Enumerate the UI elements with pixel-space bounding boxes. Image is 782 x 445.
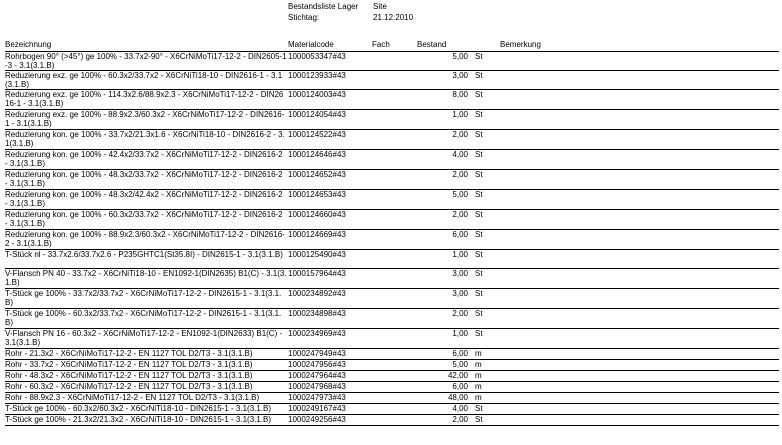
row-description: Rohrbogen 90° (>45°) ge 100% - 33.7x2-90° - X6CrNiMoTi17-12-2 - DIN2605-1-3 - 3.1(3.1.B) bbox=[5, 52, 287, 70]
row-materialcode: 1000124646#43 bbox=[288, 150, 346, 159]
row-description: Reduzierung exz. ge 100% - 60.3x2/33.7x2 - X6CrNiTi18-10 - DIN2616-1 - 3.1(3.1.B) bbox=[5, 71, 283, 89]
row-unit: St bbox=[475, 170, 483, 179]
row-unit: St bbox=[475, 210, 483, 219]
row-description: Reduzierung kon. ge 100% - 33.7x2/21.3x1.6 - X6CrNiTi18-10 - DIN2616-2 - 3.1(3.1.B) bbox=[5, 130, 285, 148]
column-header-materialcode: Materialcode bbox=[288, 40, 334, 49]
row-bestand: 5,00 bbox=[452, 52, 468, 61]
report-title-label: Bestandsliste Lager bbox=[288, 2, 359, 11]
row-unit: St bbox=[475, 289, 483, 298]
table-row bbox=[5, 230, 779, 250]
row-bestand: 6,00 bbox=[452, 230, 468, 239]
row-materialcode: 1000234898#43 bbox=[288, 309, 346, 318]
row-description: Rohr - 21.3x2 - X6CrNiMoTi17-12-2 - EN 1127 TOL D2/T3 - 3.1(3.1.B) bbox=[5, 349, 253, 358]
row-description: Rohr - 48.3x2 - X6CrNiMoTi17-12-2 - EN 1127 TOL D2/T3 - 3.1(3.1.B) bbox=[5, 371, 253, 380]
row-bestand: 2,00 bbox=[452, 130, 468, 139]
row-unit: m bbox=[475, 382, 482, 391]
row-bestand: 2,00 bbox=[452, 210, 468, 219]
table-row bbox=[5, 349, 779, 360]
table-row bbox=[5, 329, 779, 349]
row-bestand: 1,00 bbox=[452, 110, 468, 119]
row-unit: St bbox=[475, 150, 483, 159]
row-materialcode: 1000247956#43 bbox=[288, 360, 346, 369]
table-row bbox=[5, 190, 779, 210]
row-bestand: 3,00 bbox=[452, 289, 468, 298]
table-row bbox=[5, 52, 779, 71]
inventory-table bbox=[0, 52, 782, 426]
table-row bbox=[5, 371, 779, 382]
row-bestand: 4,00 bbox=[452, 150, 468, 159]
row-bestand: 6,00 bbox=[452, 349, 468, 358]
table-row bbox=[5, 250, 779, 269]
table-row bbox=[5, 309, 779, 329]
row-unit: St bbox=[475, 130, 483, 139]
row-unit: St bbox=[475, 71, 483, 80]
row-materialcode: 1000249167#43 bbox=[288, 404, 346, 413]
row-bestand: 2,00 bbox=[452, 170, 468, 179]
table-row bbox=[5, 90, 779, 110]
row-unit: St bbox=[475, 190, 483, 199]
row-materialcode: 1000247949#43 bbox=[288, 349, 346, 358]
row-bestand: 1,00 bbox=[452, 250, 468, 259]
row-materialcode: 1000053347#43 bbox=[288, 52, 346, 61]
row-unit: m bbox=[475, 393, 482, 402]
row-description: Reduzierung exz. ge 100% - 88.9x2.3/60.3x2 - X6CrNiMoTi17-12-2 - DIN2616-1 - 3.1(3.1.B) bbox=[5, 110, 285, 128]
row-materialcode: 1000249256#43 bbox=[288, 415, 346, 424]
row-description: Rohr - 88.9x2.3 - X6CrNiMoTi17-12-2 - EN 1127 TOL D2/T3 - 3.1(3.1.B) bbox=[5, 393, 260, 402]
row-unit: St bbox=[475, 110, 483, 119]
report-date-label: Stichtag: bbox=[288, 13, 320, 22]
row-unit: St bbox=[475, 309, 483, 318]
table-row bbox=[5, 150, 779, 170]
row-description: Rohr - 33.7x2 - X6CrNiMoTi17-12-2 - EN 1127 TOL D2/T3 - 3.1(3.1.B) bbox=[5, 360, 253, 369]
row-materialcode: 1000234969#43 bbox=[288, 329, 346, 338]
table-row bbox=[5, 289, 779, 309]
row-bestand: 5,00 bbox=[452, 360, 468, 369]
column-header-bezeichnung: Bezeichnung bbox=[5, 40, 52, 49]
table-row bbox=[5, 382, 779, 393]
row-unit: St bbox=[475, 269, 483, 278]
table-row bbox=[5, 269, 779, 289]
row-description: Reduzierung exz. ge 100% - 114.3x2.6/88.9x2.3 - X6CrNiMoTi17-12-2 - DIN2616-1 - 3.1(3.1.B) bbox=[5, 90, 284, 108]
row-unit: St bbox=[475, 415, 483, 424]
table-row bbox=[5, 130, 779, 150]
row-description: Reduzierung kon. ge 100% - 48.3x2/33.7x2 - X6CrNiMoTi17-12-2 - DIN2616-2 - 3.1(3.1.B) bbox=[5, 170, 283, 188]
row-materialcode: 1000124653#43 bbox=[288, 190, 346, 199]
row-unit: m bbox=[475, 371, 482, 380]
table-row bbox=[5, 360, 779, 371]
row-bestand: 8,00 bbox=[452, 90, 468, 99]
report-title-value: Site bbox=[373, 2, 387, 11]
table-row bbox=[5, 110, 779, 130]
row-unit: St bbox=[475, 250, 483, 259]
report-date-value: 21.12.2010 bbox=[373, 13, 414, 22]
row-description: Rohr - 60.3x2 - X6CrNiMoTi17-12-2 - EN 1127 TOL D2/T3 - 3.1(3.1.B) bbox=[5, 382, 253, 391]
row-description: V-Flansch PN 40 - 33.7x2 - X6CrNiTi18-10 - EN1092-1(DIN2635) B1(C) - 3.1(3.1.B) bbox=[5, 269, 287, 287]
row-materialcode: 1000247973#43 bbox=[288, 393, 346, 402]
row-materialcode: 1000124652#43 bbox=[288, 170, 346, 179]
table-row bbox=[5, 210, 779, 230]
column-header-fach: Fach bbox=[372, 40, 390, 49]
row-unit: St bbox=[475, 329, 483, 338]
row-bestand: 42,00 bbox=[447, 371, 468, 380]
column-header-bemerkung: Bemerkung bbox=[500, 40, 541, 49]
row-description: T-Stück ge 100% - 60.3x2/33.7x2 - X6CrNiMoTi17-12-2 - DIN2615-1 - 3.1(3.1.B) bbox=[5, 309, 282, 327]
row-materialcode: 1000247964#43 bbox=[288, 371, 346, 380]
row-bestand: 3,00 bbox=[452, 71, 468, 80]
row-unit: St bbox=[475, 404, 483, 413]
row-materialcode: 1000124003#43 bbox=[288, 90, 346, 99]
table-row bbox=[5, 415, 779, 426]
table-row bbox=[5, 71, 779, 90]
row-bestand: 1,00 bbox=[452, 329, 468, 338]
row-bestand: 5,00 bbox=[452, 190, 468, 199]
row-bestand: 6,00 bbox=[452, 382, 468, 391]
row-unit: St bbox=[475, 230, 483, 239]
row-unit: m bbox=[475, 360, 482, 369]
row-bestand: 48,00 bbox=[447, 393, 468, 402]
row-description: Reduzierung kon. ge 100% - 88.9x2.3/60.3x2 - X6CrNiMoTi17-12-2 - DIN2616-2 - 3.1(3.1.B) bbox=[5, 230, 285, 248]
row-materialcode: 1000123933#43 bbox=[288, 71, 346, 80]
column-header-bestand: Bestand bbox=[417, 40, 447, 49]
row-unit: St bbox=[475, 52, 483, 61]
row-bestand: 2,00 bbox=[452, 415, 468, 424]
row-materialcode: 1000124054#43 bbox=[288, 110, 346, 119]
row-materialcode: 1000125490#43 bbox=[288, 250, 346, 259]
row-bestand: 3,00 bbox=[452, 269, 468, 278]
row-description: T-Stück ge 100% - 21.3x2/21.3x2 - X6CrNiTi18-10 - DIN2615-1 - 3.1(3.1.B) bbox=[5, 415, 272, 424]
row-description: T-Stück ge 100% - 33.7x2/33.7x2 - X6CrNiMoTi17-12-2 - DIN2615-1 - 3.1(3.1.B) bbox=[5, 289, 282, 307]
table-row bbox=[5, 170, 779, 190]
row-materialcode: 1000124669#43 bbox=[288, 230, 346, 239]
row-materialcode: 1000157964#43 bbox=[288, 269, 346, 278]
row-description: T-Stück ge 100% - 60.3x2/60.3x2 - X6CrNiTi18-10 - DIN2615-1 - 3.1(3.1.B) bbox=[5, 404, 272, 413]
row-description: T-Stück nl - 33.7x2.6/33.7x2.6 - P235GHTC1(St35.8I) - DIN2615-1 - 3.1(3.1.B) bbox=[5, 250, 283, 259]
row-bestand: 2,00 bbox=[452, 309, 468, 318]
row-materialcode: 1000234892#43 bbox=[288, 289, 346, 298]
table-row bbox=[5, 393, 779, 404]
row-description: Reduzierung kon. ge 100% - 60.3x2/33.7x2 - X6CrNiMoTi17-12-2 - DIN2616-2 - 3.1(3.1.B) bbox=[5, 210, 283, 228]
row-unit: St bbox=[475, 90, 483, 99]
row-materialcode: 1000124522#43 bbox=[288, 130, 346, 139]
row-description: Reduzierung kon. ge 100% - 42.4x2/33.7x2 - X6CrNiMoTi17-12-2 - DIN2616-2 - 3.1(3.1.B) bbox=[5, 150, 283, 168]
row-materialcode: 1000247968#43 bbox=[288, 382, 346, 391]
row-bestand: 4,00 bbox=[452, 404, 468, 413]
row-description: V-Flansch PN 16 - 60.3x2 - X6CrNiMoTi17-12-2 - EN1092-1(DIN2633) B1(C) - 3.1(3.1.B) bbox=[5, 329, 283, 347]
row-unit: m bbox=[475, 349, 482, 358]
row-description: Reduzierung kon. ge 100% - 48.3x2/42.4x2 - X6CrNiMoTi17-12-2 - DIN2616-2 - 3.1(3.1.B) bbox=[5, 190, 283, 208]
row-materialcode: 1000124660#43 bbox=[288, 210, 346, 219]
table-row bbox=[5, 404, 779, 415]
